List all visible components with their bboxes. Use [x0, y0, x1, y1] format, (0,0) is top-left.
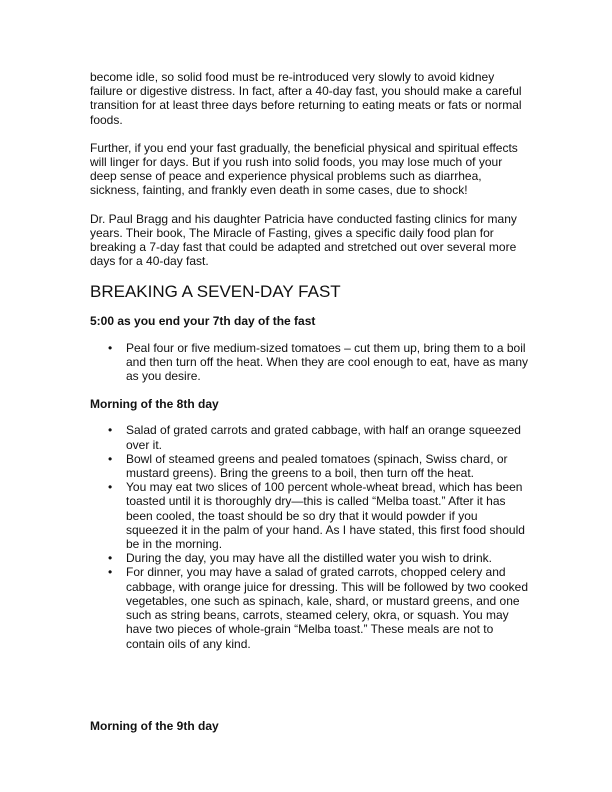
bullet-icon: • [108, 480, 113, 495]
subheading-7th-day: 5:00 as you end your 7th day of the fast [90, 314, 316, 329]
list-item-text: Salad of grated carrots and grated cabbage, with half an orange squeezed over it. [126, 423, 521, 452]
bullet-icon: • [108, 565, 113, 580]
list-item [90, 565, 530, 650]
document-page [90, 70, 530, 745]
list-item [90, 551, 530, 565]
subheading-9th-day: Morning of the 9th day [90, 718, 219, 733]
paragraph-intro: become idle, so solid food must be re-introduced very slowly to avoid kidney failure or digestive distress. In fact, after a 40-day fast, you should make a careful transition for at least three days before returning to eating meats or fats or normal foods. [90, 70, 522, 127]
list-8th-day [90, 423, 530, 650]
bullet-icon: • [108, 451, 113, 466]
subheading-8th-day: Morning of the 8th day [90, 397, 219, 412]
list-item [90, 480, 530, 551]
bullet-icon: • [108, 340, 113, 355]
list-7th-day [90, 341, 530, 384]
list-item-text: During the day, you may have all the distilled water you wish to drink. [126, 551, 492, 566]
list-item [90, 423, 530, 451]
paragraph-bragg: Dr. Paul Bragg and his daughter Patricia have conducted fasting clinics for many years. Their book, The Miracle of Fasting, gives a specific daily food plan for breaking a 7-day fast that could be adapted and stretched out over several more days for a 40-day fast. [90, 211, 517, 269]
list-item [90, 452, 530, 480]
bullet-icon: • [108, 551, 113, 566]
list-item [90, 341, 530, 384]
paragraph-end-gradually: Further, if you end your fast gradually, the beneficial physical and spiritual effects will linger for days. But if you rush into solid foods, you may lose much of your deep sense of peace and experience physical problems such as diarrhea, sickness, fainting, and frankly even death in some cases, due to shock! [90, 140, 518, 198]
spacer [90, 665, 530, 719]
section-heading: BREAKING A SEVEN-DAY FAST [90, 282, 341, 302]
list-item-text: For dinner, you may have a salad of grated carrots, chopped celery and cabbage, with orange juice for dressing. This will be followed by two cooked vegetables, one such as spinach, kale, shard, or mustard greens, and one such as string beans, carrots, steamed celery, okra, or squash. You may have two pieces of whole-grain “Melba toast.” These meals are not to contain oils of any kind. [126, 565, 528, 651]
list-item-text: You may eat two slices of 100 percent whole-wheat bread, which has been toasted until it is thoroughly dry—this is called “Melba toast.” After it has been cooled, the toast should be so dry that it would powder if you squeezed it in the palm of your hand. As I have stated, this first food should be in the morning. [126, 480, 525, 552]
bullet-icon: • [108, 423, 113, 438]
list-item-text: Peal four or five medium-sized tomatoes – cut them up, bring them to a boil and then turn off the heat. When they are cool enough to eat, have as many as you desire. [126, 340, 529, 384]
list-item-text: Bowl of steamed greens and pealed tomatoes (spinach, Swiss chard, or mustard greens). Bring the greens to a boil, then turn off the heat. [126, 451, 508, 481]
